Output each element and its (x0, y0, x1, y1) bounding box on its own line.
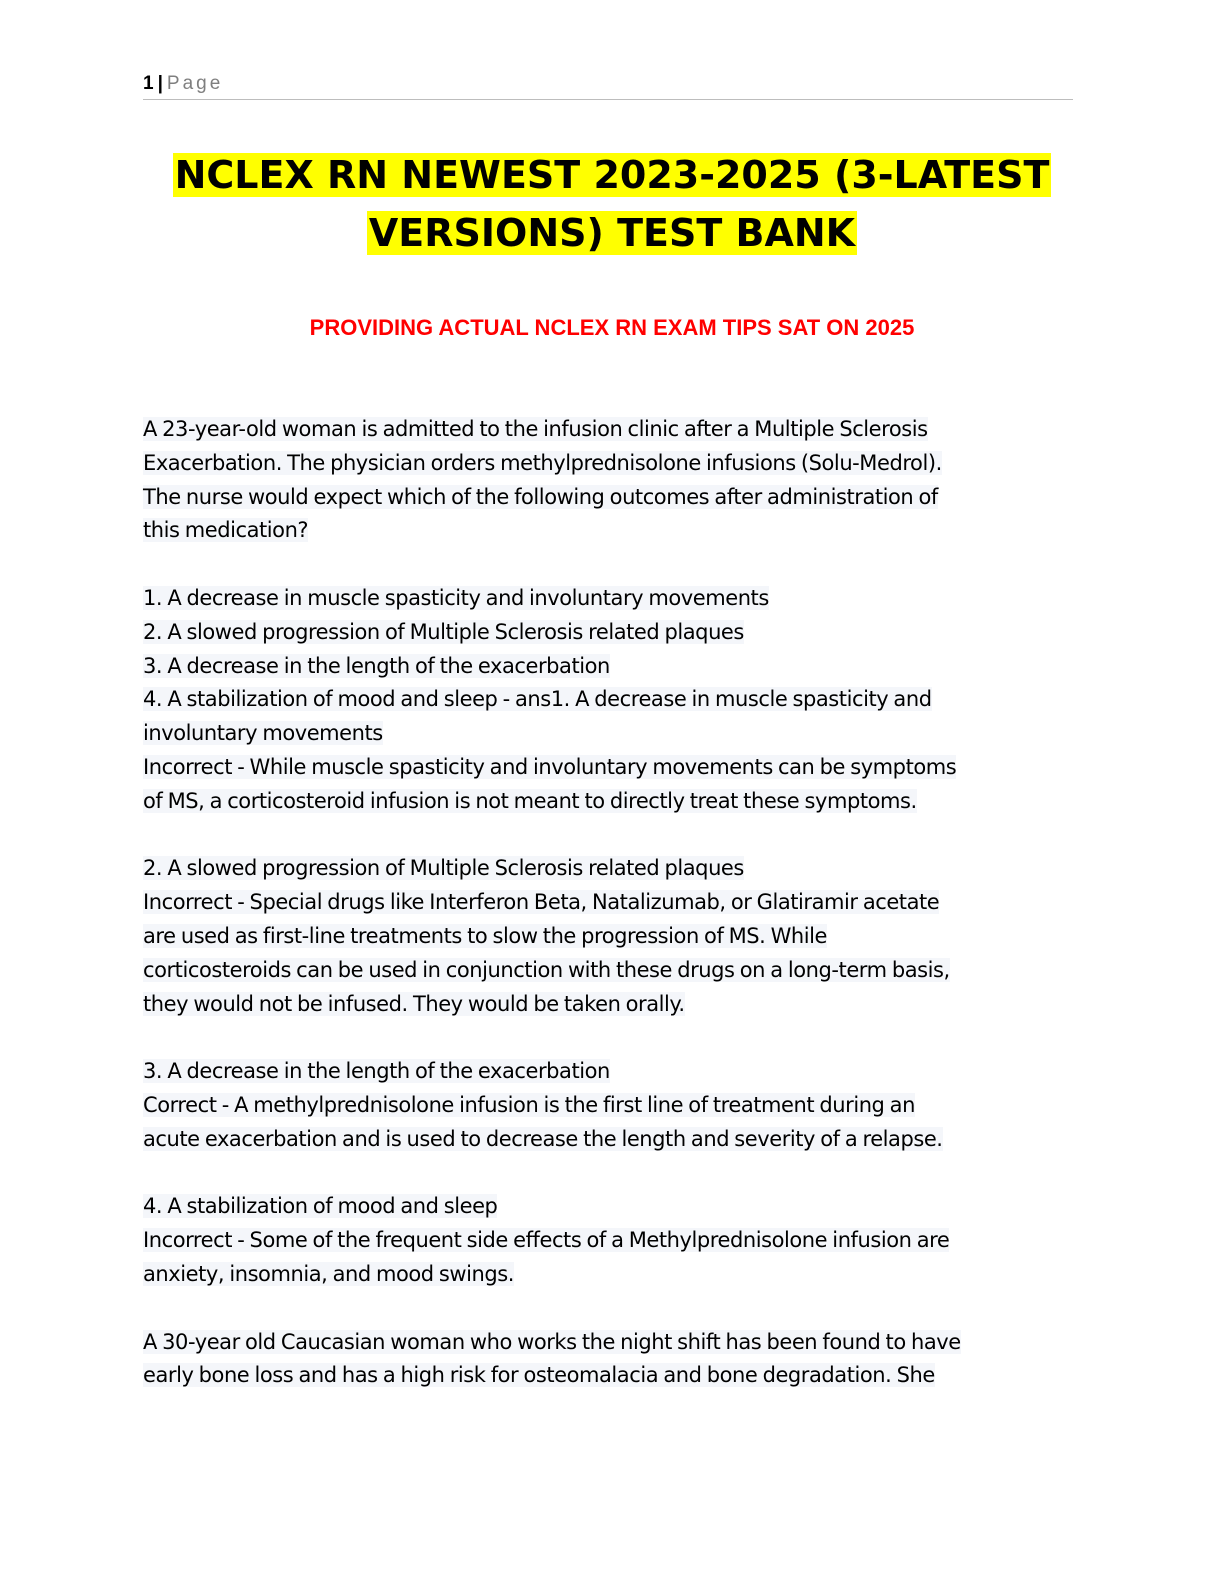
text-line (143, 683, 1078, 717)
text-line (143, 852, 1078, 886)
document-subtitle: PROVIDING ACTUAL NCLEX RN EXAM TIPS SAT ON 2025 (309, 315, 915, 340)
text-line-content: 1. A decrease in muscle spasticity and involuntary movements (143, 585, 769, 610)
text-line (143, 1190, 1078, 1224)
text-line-content: of MS, a corticosteroid infusion is not meant to directly treat these symptoms. (143, 788, 917, 813)
text-line (143, 1258, 1078, 1292)
document-title (100, 146, 1124, 262)
page-number: 1 (143, 73, 154, 94)
blank-line (143, 548, 1078, 582)
text-line-content: 3. A decrease in the length of the exacerbation (143, 653, 610, 678)
text-line-content: acute exacerbation and is used to decrease the length and severity of a relapse. (143, 1126, 943, 1151)
text-line-content: this medication? (143, 518, 309, 543)
text-line-content: 2. A slowed progression of Multiple Sclerosis related plaques (143, 856, 744, 881)
text-line-content: Incorrect - Some of the frequent side effects of a Methylprednisolone infusion are (143, 1228, 950, 1253)
text-line (143, 582, 1078, 616)
text-line (143, 514, 1078, 548)
text-line-content: are used as first-line treatments to slow the progression of MS. While (143, 923, 828, 948)
text-line (143, 886, 1078, 920)
text-line-content: Incorrect - While muscle spasticity and involuntary movements can be symptoms (143, 754, 957, 779)
text-line (143, 1224, 1078, 1258)
text-line-content: 3. A decrease in the length of the exacerbation (143, 1059, 610, 1084)
text-line (143, 1089, 1078, 1123)
text-line-content: they would not be infused. They would be taken orally. (143, 991, 685, 1016)
text-line-content: A 23-year-old woman is admitted to the infusion clinic after a Multiple Sclerosis (143, 417, 928, 441)
text-line (143, 650, 1078, 684)
text-line (143, 920, 1078, 954)
text-line (143, 413, 1078, 447)
text-line-content: 4. A stabilization of mood and sleep (143, 1194, 498, 1219)
text-line (143, 616, 1078, 650)
text-line (143, 1326, 1078, 1360)
text-line-content: The nurse would expect which of the following outcomes after administration of (143, 484, 938, 509)
header-separator: | (157, 73, 163, 94)
text-line-content: Incorrect - Special drugs like Interferon Beta, Natalizumab, or Glatiramir acetate (143, 890, 940, 915)
blank-line (143, 1292, 1078, 1326)
text-line-content: 2. A slowed progression of Multiple Sclerosis related plaques (143, 619, 744, 644)
text-line (143, 988, 1078, 1022)
text-line-content: anxiety, insomnia, and mood swings. (143, 1261, 514, 1286)
text-line (143, 1123, 1078, 1157)
text-line (143, 1055, 1078, 1089)
text-line (143, 751, 1078, 785)
text-line-content: Exacerbation. The physician orders methylprednisolone infusions (Solu-Medrol). (143, 450, 942, 475)
text-line-content: A 30-year old Caucasian woman who works the night shift has been found to have (143, 1329, 961, 1354)
text-line-content: involuntary movements (143, 721, 383, 746)
page-header (143, 72, 1073, 100)
text-line (143, 1359, 1078, 1393)
text-line (143, 447, 1078, 481)
text-line (143, 481, 1078, 515)
text-line-content: corticosteroids can be used in conjunction with these drugs on a long-term basis, (143, 957, 950, 982)
question-body (143, 413, 1078, 1393)
title-line-1: NCLEX RN NEWEST 2023-2025 (3-LATEST (174, 153, 1050, 197)
title-line-2: VERSIONS) TEST BANK (368, 211, 856, 255)
text-line (143, 954, 1078, 988)
blank-line (143, 819, 1078, 853)
text-line-content: 4. A stabilization of mood and sleep - ans1. A decrease in muscle spasticity and (143, 687, 932, 712)
text-line-content: early bone loss and has a high risk for osteomalacia and bone degradation. She (143, 1363, 935, 1388)
text-line (143, 717, 1078, 751)
blank-line (143, 1157, 1078, 1191)
blank-line (143, 1021, 1078, 1055)
text-line-content: Correct - A methylprednisolone infusion is the first line of treatment during an (143, 1092, 915, 1117)
page-label: Page (166, 73, 224, 94)
text-line (143, 785, 1078, 819)
